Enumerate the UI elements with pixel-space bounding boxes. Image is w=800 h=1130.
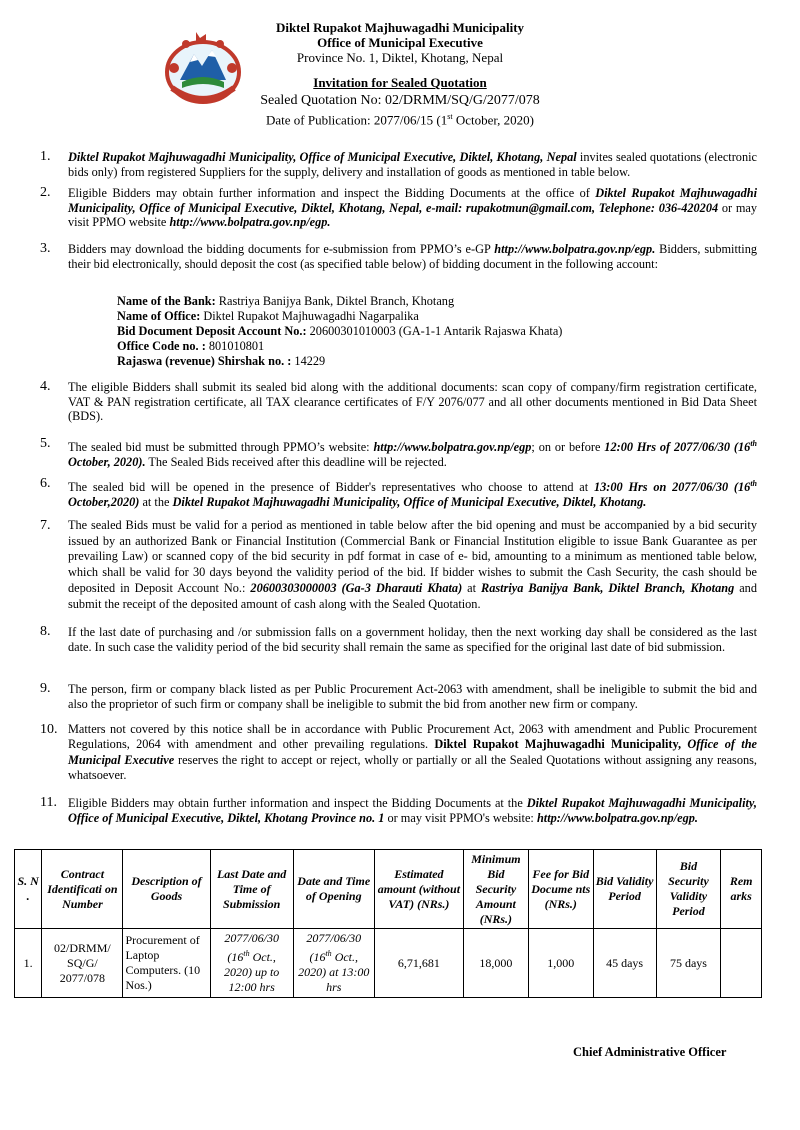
cell-description: Procurement of Laptop Computers. (10 Nos.) [123, 929, 210, 998]
cell-bid-validity: 45 days [593, 929, 656, 998]
clause-10: 10. Matters not covered by this notice shall be in accordance with Public Procurement Act, 2063 with amendment and Public Procurement Regulations, 2064 with amendment and other prevailing regulations. Diktel Rupakot Majhuwagadhi Municipality, Office of the Municipal Executive reserves the right to accept or reject, wholly or partially or all the Sealed Quotations without assigning any reasons, whatsoever. [40, 722, 757, 783]
header-cell: Bid Security Validity Period [656, 850, 721, 929]
cell-estimated-amount: 6,71,681 [374, 929, 463, 998]
cell-remarks [721, 929, 762, 998]
clause-4: 4. The eligible Bidders shall submit its sealed bid along with the additional documents: scan copy of company/firm registration certificate, VAT & PAN registration certificate, all TAX clearance certificates of F/Y 2076/077 and all other documents mentioned in Bid Data Sheet (BDS). [40, 379, 757, 424]
clause-11: 11. Eligible Bidders may obtain further information and inspect the Bidding Documents at the Diktel Rupakot Majhuwagadhi Municipality, Office of Municipal Executive, Diktel, Khotang Province no. 1 or may visit PPMO's website: http://www.bolpatra.gov.np/egp. [40, 795, 757, 825]
notice-title: Invitation for Sealed Quotation [313, 75, 487, 90]
cell-opening: 2077/06/30 (16th Oct., 2020) at 13:00 hrs [293, 929, 374, 998]
header-cell: Description of Goods [123, 850, 210, 929]
cell-submission: 2077/06/30 (16th Oct., 2020) up to 12:00 hrs [210, 929, 293, 998]
quotation-table [14, 849, 762, 998]
table-header-row [15, 850, 762, 929]
document-header [0, 20, 800, 127]
cell-sn: 1. [15, 929, 42, 998]
header-cell: Contract Identificati on Number [42, 850, 123, 929]
office-name: Office of Municipal Executive [317, 35, 483, 50]
org-name: Diktel Rupakot Majhuwagadhi Municipality [275, 20, 525, 35]
header-cell: Rem arks [721, 850, 762, 929]
header-cell: Date and Time of Opening [293, 850, 374, 929]
cell-bid-security: 18,000 [463, 929, 528, 998]
header-cell: Fee for Bid Docume nts (NRs.) [528, 850, 593, 929]
quotation-number: Sealed Quotation No: 02/DRMM/SQ/G/2077/078 [260, 93, 540, 108]
header-cell: Bid Validity Period [593, 850, 656, 929]
clause-1: 1. Diktel Rupakot Majhuwagadhi Municipality, Office of Municipal Executive, Diktel, Khotang, Nepal invites sealed quotations (electronic bids only) from registered Suppliers for the supply, delivery and installation of goods as mentioned in table below. [40, 149, 757, 179]
table-row [15, 929, 762, 998]
header-cell: Last Date and Time of Submission [210, 850, 293, 929]
cell-security-validity: 75 days [656, 929, 721, 998]
cell-contract-id: 02/DRMM/ SQ/G/ 2077/078 [42, 929, 123, 998]
office-address: Province No. 1, Diktel, Khotang, Nepal [296, 50, 504, 65]
bank-account-details: Name of the Bank: Rastriya Banijya Bank, Diktel Branch, Khotang Name of Office: Diktel Rupakot Majhuwagadhi Nagarpalika Bid Document Deposit Account No.: 20600301010003 (GA-1-1 Antarik Rajaswa Khata) Office Code no. : 801010801 Rajaswa (revenue) Shirshak no. : 14229 [117, 294, 563, 368]
header-cell: Minimum Bid Security Amount (NRs.) [463, 850, 528, 929]
clause-7: 7. The sealed Bids must be valid for a period as mentioned in table below after the bid opening and must be accompanied by a bid security issued by an authorized Bank or Financial Institution (Commercial Bank or Financial Institution eligible to issue Bank Guarantee as per prevailing Law) or scanned copy of the bid security in pdf format in case of e- bid, amounting to a minimum as mentioned table below, which shall be valid for 30 days beyond the validity period of the bid. If bidder wishes to submit the Cash Security, the cash should be deposited in Deposit Account No.: 20600303000003 (Ga-3 Dharauti Khata) at Rastriya Banijya Bank, Diktel Branch, Khotang and submit the receipt of the deposited amount of cash along with the Sealed Quotation. [40, 518, 757, 611]
cell-fee: 1,000 [528, 929, 593, 998]
header-cell: Estimated amount (without VAT) (NRs.) [374, 850, 463, 929]
clause-5: 5. The sealed bid must be submitted through PPMO’s website: http://www.bolpatra.gov.np/egp; on or before 12:00 Hrs of 2077/06/30 (16th October, 2020). The Sealed Bids received after this deadline will be rejected. [40, 436, 757, 469]
header-cell: S. N . [15, 850, 42, 929]
clause-8: 8. If the last date of purchasing and /or submission falls on a government holiday, then the next working day shall be considered as the last date. In such case the validity period of the bid security shall remain the same as specified for the original last date of bid submission. [40, 624, 757, 654]
clause-3: 3. Bidders may download the bidding documents for e-submission from PPMO’s e-GP http://www.bolpatra.gov.np/egp. Bidders, submitting their bid electronically, should deposit the cost (as specified table below) of bidding document in the following account: [40, 241, 758, 271]
clause-2: 2. Eligible Bidders may obtain further information and inspect the Bidding Documents at the office of Diktel Rupakot Majhuwagadhi Municipality, Office of Municipal Executive, Diktel, Khotang, Nepal, e-mail: rupakotmun@gmail.com, Telephone: 036-420204 or may visit PPMO website http://www.bolpatra.gov.np/egp. [40, 185, 757, 230]
clause-6: 6. The sealed bid will be opened in the presence of Bidder's representatives who choose to attend at 13:00 Hrs on 2077/06/30 (16th October,2020) at the Diktel Rupakot Majhuwagadhi Municipality, Office of Municipal Executive, Diktel, Khotang. [40, 476, 757, 509]
clause-9: 9. The person, firm or company black listed as per Public Procurement Act-2063 with amendment, shall be ineligible to submit the bid and also the proprietor of such firm or company shall be ineligible to submit the bid from another new firm or company. [40, 681, 757, 711]
publication-date: Date of Publication: 2077/06/15 (1st October, 2020) [265, 112, 535, 128]
signature-title: Chief Administrative Officer [573, 1045, 727, 1059]
